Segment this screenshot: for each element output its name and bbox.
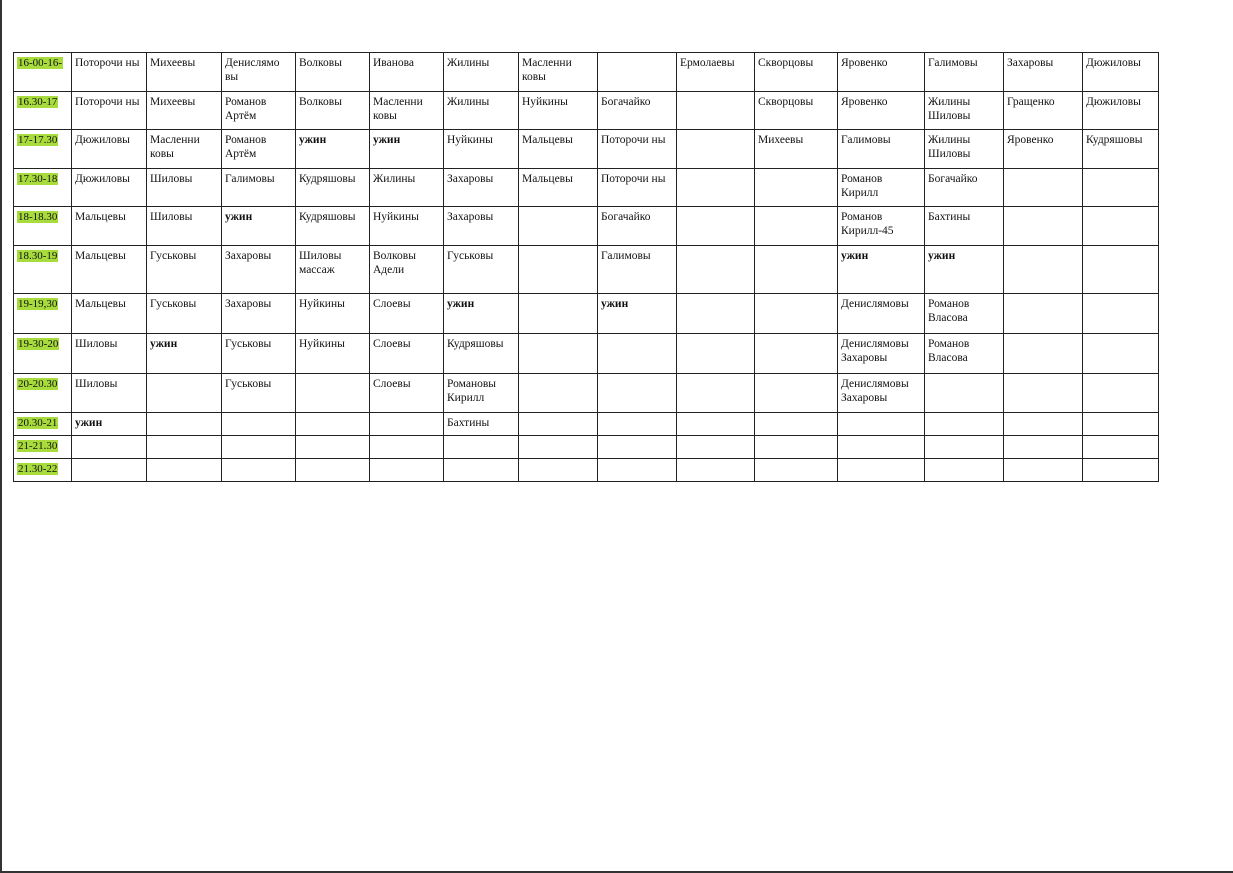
schedule-cell	[1083, 459, 1159, 482]
schedule-row	[14, 334, 1159, 374]
schedule-cell: Яровенко	[838, 53, 925, 92]
time-slot-label: 20.30-21	[18, 417, 58, 429]
schedule-table	[13, 52, 1159, 482]
schedule-cell	[677, 459, 755, 482]
schedule-cell: Нуйкины	[444, 130, 519, 169]
schedule-cell	[838, 459, 925, 482]
schedule-cell	[925, 374, 1004, 413]
schedule-cell	[677, 92, 755, 130]
schedule-cell	[147, 413, 222, 436]
schedule-cell: Поторочи ны	[598, 169, 677, 207]
schedule-cell: Кудряшовы	[444, 334, 519, 374]
schedule-cell	[370, 413, 444, 436]
schedule-cell: Богачайко	[925, 169, 1004, 207]
time-slot-cell	[14, 294, 72, 334]
schedule-cell	[755, 436, 838, 459]
schedule-cell	[296, 459, 370, 482]
schedule-cell: Захаровы	[222, 294, 296, 334]
schedule-cell: Мальцевы	[519, 169, 598, 207]
time-slot-label: 18.30-19	[18, 250, 58, 262]
schedule-cell: Нуйкины	[296, 294, 370, 334]
schedule-cell: Романовы Кирилл	[444, 374, 519, 413]
time-slot-cell	[14, 436, 72, 459]
schedule-cell: Бахтины	[925, 207, 1004, 246]
schedule-cell	[519, 334, 598, 374]
schedule-cell	[1083, 169, 1159, 207]
schedule-cell	[444, 459, 519, 482]
schedule-cell: Романов Кирилл-45	[838, 207, 925, 246]
schedule-cell	[598, 459, 677, 482]
schedule-cell	[1083, 294, 1159, 334]
time-slot-label: 21.30-22	[18, 463, 58, 475]
schedule-cell	[1083, 436, 1159, 459]
schedule-cell: Денислямовы Захаровы	[838, 334, 925, 374]
schedule-cell: Шиловы массаж	[296, 246, 370, 294]
schedule-cell	[1004, 436, 1083, 459]
schedule-cell: Жилины Шиловы	[925, 92, 1004, 130]
schedule-cell: Галимовы	[838, 130, 925, 169]
schedule-cell	[1083, 207, 1159, 246]
schedule-cell: ужин	[838, 246, 925, 294]
schedule-cell	[72, 436, 147, 459]
time-slot-label: 18-18.30	[18, 211, 58, 223]
schedule-cell: Поторочи ны	[598, 130, 677, 169]
schedule-cell: Богачайко	[598, 92, 677, 130]
schedule-cell: Яровенко	[838, 92, 925, 130]
schedule-cell	[519, 436, 598, 459]
schedule-cell: ужин	[147, 334, 222, 374]
schedule-cell: Жилины	[444, 92, 519, 130]
schedule-row	[14, 413, 1159, 436]
schedule-cell	[838, 413, 925, 436]
schedule-cell	[755, 334, 838, 374]
schedule-cell	[222, 436, 296, 459]
time-slot-label: 21-21.30	[18, 440, 58, 452]
schedule-cell	[598, 413, 677, 436]
schedule-cell: Романов Артём	[222, 130, 296, 169]
schedule-cell: Галимовы	[222, 169, 296, 207]
schedule-cell	[1083, 246, 1159, 294]
schedule-cell: Скворцовы	[755, 53, 838, 92]
schedule-cell	[598, 374, 677, 413]
schedule-cell	[925, 459, 1004, 482]
schedule-cell	[677, 169, 755, 207]
schedule-cell: Денислямовы	[838, 294, 925, 334]
schedule-cell	[1004, 207, 1083, 246]
schedule-cell	[519, 294, 598, 334]
schedule-cell: ужин	[222, 207, 296, 246]
schedule-cell: Жилины	[370, 169, 444, 207]
schedule-cell: Мальцевы	[519, 130, 598, 169]
schedule-cell: Гуськовы	[147, 246, 222, 294]
schedule-cell	[677, 413, 755, 436]
schedule-cell: Кудряшовы	[296, 207, 370, 246]
schedule-cell: ужин	[444, 294, 519, 334]
page-edge-left	[0, 0, 2, 873]
schedule-cell	[677, 207, 755, 246]
schedule-row	[14, 207, 1159, 246]
schedule-cell	[1004, 294, 1083, 334]
time-slot-label: 16.30-17	[18, 96, 58, 108]
time-slot-cell	[14, 207, 72, 246]
schedule-cell: Романов Власова	[925, 334, 1004, 374]
schedule-cell: Захаровы	[222, 246, 296, 294]
schedule-cell: ужин	[370, 130, 444, 169]
time-slot-label: 20-20.30	[18, 378, 58, 390]
schedule-cell	[925, 436, 1004, 459]
schedule-cell	[296, 374, 370, 413]
schedule-cell	[677, 294, 755, 334]
schedule-cell: Галимовы	[925, 53, 1004, 92]
time-slot-label: 17-17.30	[18, 134, 58, 146]
schedule-cell	[222, 459, 296, 482]
schedule-cell: Мальцевы	[72, 246, 147, 294]
time-slot-cell	[14, 374, 72, 413]
schedule-row	[14, 294, 1159, 334]
schedule-cell: Романов Кирилл	[838, 169, 925, 207]
time-slot-cell	[14, 334, 72, 374]
schedule-cell: Поторочи ны	[72, 53, 147, 92]
schedule-cell	[1004, 246, 1083, 294]
schedule-cell	[755, 459, 838, 482]
schedule-cell: ужин	[598, 294, 677, 334]
time-slot-cell	[14, 413, 72, 436]
schedule-cell	[222, 413, 296, 436]
schedule-cell	[1083, 334, 1159, 374]
schedule-cell	[444, 436, 519, 459]
schedule-cell: ужин	[72, 413, 147, 436]
schedule-row	[14, 169, 1159, 207]
time-slot-label: 19-19,30	[18, 298, 58, 310]
schedule-cell	[677, 436, 755, 459]
schedule-cell	[1083, 374, 1159, 413]
schedule-cell	[1004, 413, 1083, 436]
time-slot-label: 17.30-18	[18, 173, 58, 185]
schedule-cell	[147, 374, 222, 413]
schedule-cell: Шиловы	[147, 207, 222, 246]
schedule-cell: Романов Власова	[925, 294, 1004, 334]
schedule-cell	[755, 246, 838, 294]
schedule-cell: Денислямо вы	[222, 53, 296, 92]
schedule-cell	[1004, 374, 1083, 413]
schedule-cell: Масленни ковы	[370, 92, 444, 130]
schedule-cell: Бахтины	[444, 413, 519, 436]
schedule-cell	[755, 294, 838, 334]
schedule-cell: Кудряшовы	[1083, 130, 1159, 169]
schedule-cell	[598, 436, 677, 459]
schedule-body	[14, 53, 1159, 482]
schedule-cell: Нуйкины	[370, 207, 444, 246]
schedule-cell	[296, 436, 370, 459]
schedule-cell	[755, 169, 838, 207]
schedule-cell: Слоевы	[370, 334, 444, 374]
schedule-cell	[519, 413, 598, 436]
schedule-row	[14, 92, 1159, 130]
schedule-row	[14, 130, 1159, 169]
schedule-cell	[677, 334, 755, 374]
schedule-cell	[755, 374, 838, 413]
schedule-cell	[72, 459, 147, 482]
schedule-cell	[147, 459, 222, 482]
schedule-cell: Масленни ковы	[147, 130, 222, 169]
schedule-row	[14, 246, 1159, 294]
schedule-cell: Слоевы	[370, 294, 444, 334]
schedule-cell	[519, 374, 598, 413]
schedule-row	[14, 53, 1159, 92]
schedule-cell: ужин	[296, 130, 370, 169]
time-slot-cell	[14, 459, 72, 482]
schedule-cell	[1004, 459, 1083, 482]
schedule-cell: Михеевы	[755, 130, 838, 169]
schedule-cell: Скворцовы	[755, 92, 838, 130]
schedule-cell: Дюжиловы	[72, 169, 147, 207]
schedule-row	[14, 459, 1159, 482]
schedule-cell	[1083, 413, 1159, 436]
schedule-cell	[147, 436, 222, 459]
schedule-cell	[519, 246, 598, 294]
schedule-cell: Гуськовы	[222, 374, 296, 413]
schedule-cell: Яровенко	[1004, 130, 1083, 169]
schedule-cell: Иванова	[370, 53, 444, 92]
schedule-cell: Галимовы	[598, 246, 677, 294]
schedule-cell: Нуйкины	[519, 92, 598, 130]
schedule-cell: Дюжиловы	[1083, 53, 1159, 92]
schedule-cell	[677, 130, 755, 169]
schedule-cell: Кудряшовы	[296, 169, 370, 207]
schedule-cell: Шиловы	[72, 334, 147, 374]
schedule-cell: Гуськовы	[147, 294, 222, 334]
schedule-cell	[296, 413, 370, 436]
schedule-cell: Шиловы	[72, 374, 147, 413]
schedule-cell: Слоевы	[370, 374, 444, 413]
schedule-cell: Гуськовы	[444, 246, 519, 294]
schedule-cell: Масленни ковы	[519, 53, 598, 92]
schedule-cell: Мальцевы	[72, 207, 147, 246]
schedule-cell	[677, 374, 755, 413]
schedule-cell: Волковы	[296, 92, 370, 130]
schedule-cell: Волковы Адели	[370, 246, 444, 294]
schedule-cell	[370, 459, 444, 482]
schedule-cell: Жилины Шиловы	[925, 130, 1004, 169]
time-slot-label: 16-00-16-	[18, 57, 62, 69]
schedule-cell: Нуйкины	[296, 334, 370, 374]
schedule-cell	[925, 413, 1004, 436]
schedule-cell: Денислямовы Захаровы	[838, 374, 925, 413]
schedule-cell: Шиловы	[147, 169, 222, 207]
schedule-cell	[519, 207, 598, 246]
schedule-cell: Поторочи ны	[72, 92, 147, 130]
schedule-cell: Михеевы	[147, 92, 222, 130]
time-slot-cell	[14, 130, 72, 169]
schedule-cell: Жилины	[444, 53, 519, 92]
schedule-cell	[1004, 169, 1083, 207]
schedule-cell: Михеевы	[147, 53, 222, 92]
time-slot-cell	[14, 169, 72, 207]
schedule-cell	[1004, 334, 1083, 374]
schedule-cell: Романов Артём	[222, 92, 296, 130]
schedule-cell: ужин	[925, 246, 1004, 294]
schedule-cell: Ермолаевы	[677, 53, 755, 92]
time-slot-cell	[14, 92, 72, 130]
schedule-cell: Захаровы	[444, 169, 519, 207]
schedule-cell: Дюжиловы	[1083, 92, 1159, 130]
time-slot-label: 19-30-20	[18, 338, 59, 350]
schedule-cell: Волковы	[296, 53, 370, 92]
schedule-cell	[370, 436, 444, 459]
schedule-row	[14, 374, 1159, 413]
schedule-cell	[598, 53, 677, 92]
schedule-cell: Богачайко	[598, 207, 677, 246]
schedule-row	[14, 436, 1159, 459]
schedule-cell	[519, 459, 598, 482]
time-slot-cell	[14, 246, 72, 294]
schedule-cell: Гуськовы	[222, 334, 296, 374]
schedule-cell: Мальцевы	[72, 294, 147, 334]
schedule-cell	[755, 413, 838, 436]
schedule-cell	[755, 207, 838, 246]
time-slot-cell	[14, 53, 72, 92]
schedule-cell	[677, 246, 755, 294]
schedule-cell: Захаровы	[1004, 53, 1083, 92]
schedule-cell: Дюжиловы	[72, 130, 147, 169]
schedule-cell: Захаровы	[444, 207, 519, 246]
schedule-cell	[838, 436, 925, 459]
schedule-cell	[598, 334, 677, 374]
schedule-cell: Гращенко	[1004, 92, 1083, 130]
